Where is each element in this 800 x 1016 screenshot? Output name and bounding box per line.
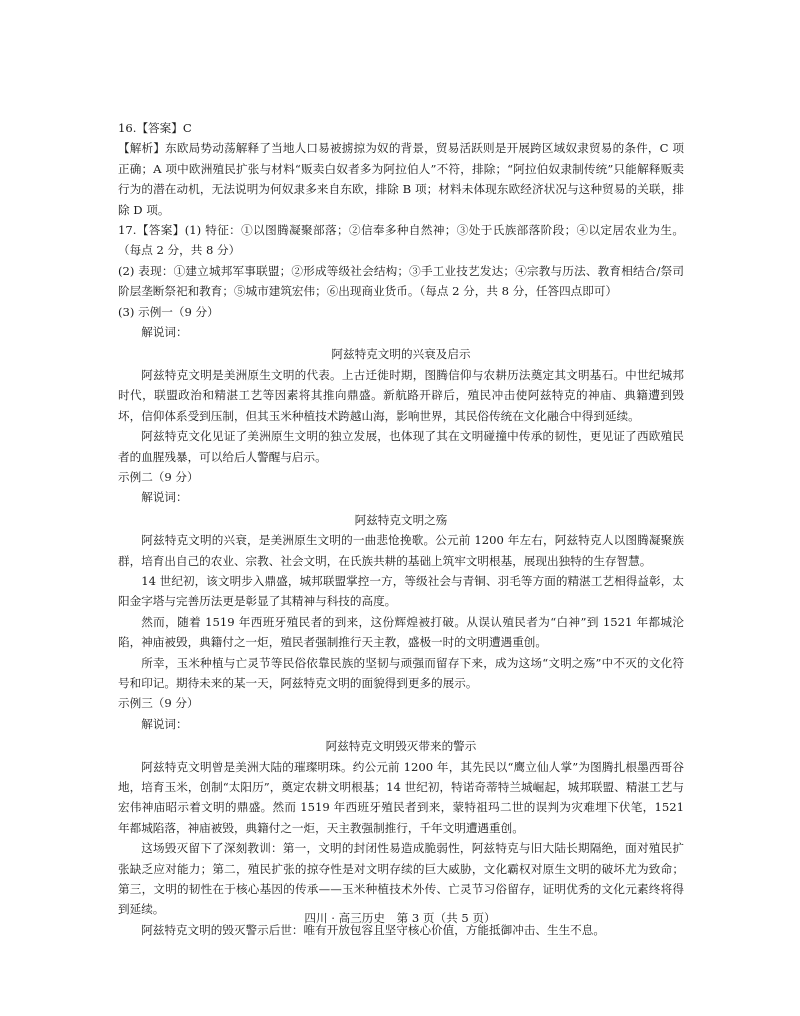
q17-answer-2: (2) 表现：①建立城邦军事联盟；②形成等级社会结构；③手工业技艺发达；④宗教与历法、教育相结合/祭司阶层垄断祭祀和教育；⑤城市建筑宏伟；⑥出现商业货币。（每点 2 分，共 8 分，任答四点即可） [118, 263, 684, 299]
example-1-paragraph-2: 阿兹特克文化见证了美洲原生文明的独立发展，也体现了其在文明碰撞中传承的韧性，更见证了西欧殖民者的血腥残暴，可以给后人警醒与启示。 [118, 429, 684, 464]
example-3-title: 阿兹特克文明毁灭带来的警示 [325, 739, 477, 754]
explain-label-1: 解说词： [141, 325, 188, 340]
example-2-paragraph-3: 然而，随着 1519 年西班牙殖民者的到来，这份辉煌被打破。从误认殖民者为“白神”到 1521 年都城沦陷，神庙被毁，典籍付之一炬，殖民者强制推行天主教，盛极一时的文明遭遇重创。 [118, 614, 684, 650]
example-2-paragraph-4: 所幸，玉米种植与亡灵节等民俗依靠民族的坚韧与顽强而留存下来，成为这场“文明之殇”中不灭的文化符号和印记。期待未来的某一天，阿兹特克文明的面貌得到更多的展示。 [118, 655, 684, 690]
example-3-paragraph-1: 阿兹特克文明曾是美洲大陆的璀璨明珠。约公元前 1200 年，其先民以“鹰立仙人掌”为图腾扎根墨西哥谷地，培育玉米，创制“太阳历”，奠定农耕文明根基；14 世纪初，特诺奇蒂特兰城崛起，城邦联盟、精湛工艺与宏伟神庙昭示着文明的鼎盛。然而 1519 年西班牙殖民者到来，蒙特祖玛二世的误判为灾难埋下伏笔，1521 年都城陷落，神庙被毁，典籍付之一炬，天主教强制推行，千年文明遭遇重创。 [118, 759, 684, 835]
example-2-title: 阿兹特克文明之殇 [354, 512, 448, 527]
example-3-paragraph-2: 这场毁灭留下了深刻教训：第一，文明的封闭性易造成脆弱性，阿兹特克与旧大陆长期隔绝，面对殖民扩张缺乏应对能力；第二，殖民扩张的掠夺性是对文明存续的巨大威胁，文化霸权对原生文明的破坏尤为致命；第三，文明的韧性在于核心基因的传承——玉米种植技术外传、亡灵节习俗留存，证明优秀的文化元素终将得到延续。 [118, 841, 684, 917]
page-footer: 四川 · 高三历史 第 3 页（共 5 页） [304, 911, 496, 925]
explain-label-3: 解说词： [141, 716, 188, 731]
q16-analysis: 【解析】东欧局势动荡解释了当地人口易被掳掠为奴的背景，贸易活跃则是开展跨区域奴隶贸易的条件，C 项正确；A 项中欧洲殖民扩张与材料“贩卖白奴者多为阿拉伯人”不符，排除；“阿拉伯奴隶制传统”只能解释贩卖行为的潜在动机，无法说明为何奴隶多来自东欧，排除 B 项；材料未体现东欧经济状况与这种贸易的关联，排除 D 项。 [118, 141, 684, 217]
example-1-paragraph-1: 阿兹特克文明是美洲原生文明的代表。上古迁徙时期，图腾信仰与农耕历法奠定其文明基石。中世纪城邦时代，联盟政治和精湛工艺等因素将其推向鼎盛。新航路开辟后，殖民冲击使阿兹特克的神庙、典籍遭到毁坏，信仰体系受到压制，但其玉米种植技术跨越山海，影响世界，其民俗传统在文化融合中得到延续。 [118, 367, 684, 423]
example-1-title: 阿兹特克文明的兴衰及启示 [331, 347, 471, 362]
explain-label-2: 解说词： [141, 490, 188, 505]
example-3-paragraph-3: 阿兹特克文明的毁灭警示后世：唯有开放包容且坚守核心价值，方能抵御冲击、生生不息。 [141, 922, 605, 937]
example-2-paragraph-2: 14 世纪初，该文明步入鼎盛，城邦联盟掌控一方，等级社会与青铜、羽毛等方面的精湛工艺相得益彰，太阳金字塔与完善历法更是彰显了其精神与科技的高度。 [118, 573, 684, 609]
answer-page [118, 118, 684, 940]
q16-answer: 16.【答案】C [118, 121, 192, 135]
example-1-label: (3) 示例一（9 分） [118, 304, 219, 319]
example-3-label: 示例三（9 分） [118, 696, 199, 711]
example-2-paragraph-1: 阿兹特克文明的兴衰，是美洲原生文明的一曲悲怆挽歌。公元前 1200 年左右，阿兹特克人以图腾凝聚族群，培育出自己的农业、宗教、社会文明，在氏族共耕的基础上筑牢文明根基，展现出独特的生存智慧。 [118, 533, 684, 568]
q17-answer-1: 17.【答案】(1) 特征：①以图腾凝聚部落；②信奉多种自然神；③处于氏族部落阶段；④以定居农业为生。（每点 2 分，共 8 分） [118, 223, 684, 258]
example-2-label: 示例二（9 分） [118, 469, 199, 484]
